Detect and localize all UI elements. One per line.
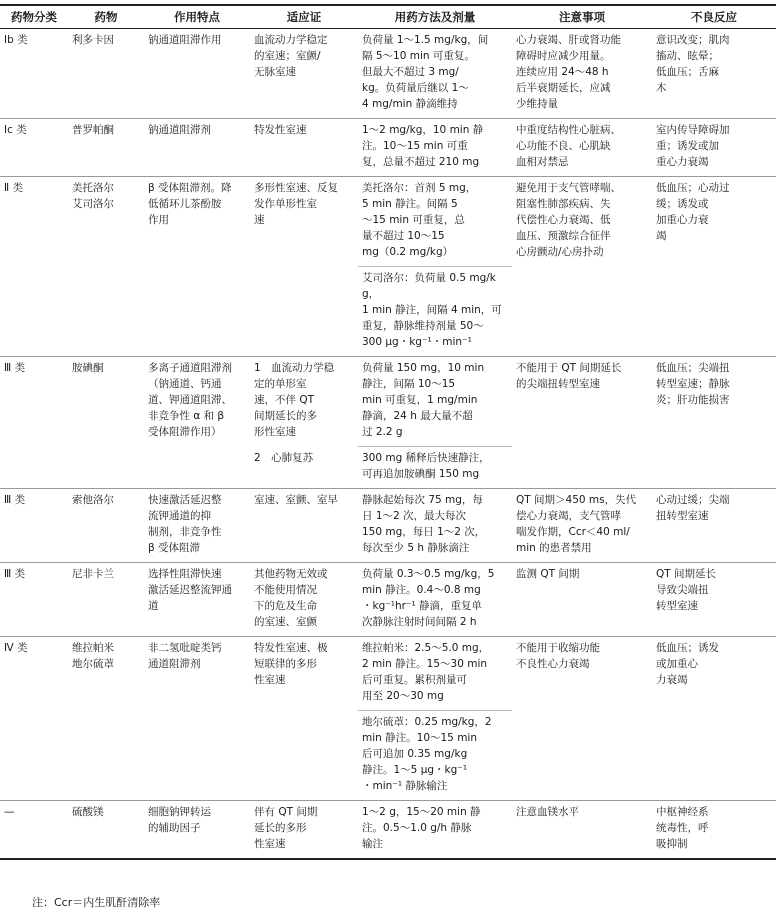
feature-cell: 细胞钠钾转运 的辅助因子: [144, 801, 250, 860]
table-row: [0, 29, 776, 119]
header-indication: 适应证: [250, 5, 358, 29]
adverse-cell: 低血压；诱发 或加重心 力衰竭: [652, 637, 776, 801]
adverse-cell: 中枢神经系 统毒性，呼 吸抑制: [652, 801, 776, 860]
table-body: [0, 29, 776, 860]
feature-cell: 多离子通道阻滞剂 （钠通道、钙通 道、钾通道阻滞、 非竞争性 α 和 β 受体阻滞作用）: [144, 357, 250, 489]
table-header: [0, 5, 776, 29]
drug-class-cell: Ⅰb 类: [0, 29, 68, 119]
indication-cell: 2 心肺复苏: [254, 451, 314, 464]
indication-cell: 特发性室速: [250, 119, 358, 177]
dosage-cell: 地尔硫䓬：0.25 mg/kg，2 min 静注。10～15 min 后可追加 0.35 mg/kg 静注。1～5 μg・kg⁻¹ ・min⁻¹ 静脉输注: [358, 711, 512, 801]
indication-cell: 血流动力学稳定 的室速；室颤/ 无脉室速: [250, 29, 358, 119]
indication-cell: 多形性室速、反复 发作单形性室 速: [250, 177, 358, 357]
drug-name-cell: 尼非卡兰: [68, 563, 144, 637]
drug-class-cell: Ⅲ 类: [0, 489, 68, 563]
caution-cell: 不能用于收缩功能 不良性心力衰竭: [512, 637, 652, 801]
caution-cell: QT 间期＞450 ms，失代 偿心力衰竭，支气管哮 喘发作期，Ccr＜40 ml/ min 的患者禁用: [512, 489, 652, 563]
header-row: [0, 5, 776, 29]
caution-cell: 监测 QT 间期: [512, 563, 652, 637]
indication-cell: 伴有 QT 间期 延长的多形 性室速: [250, 801, 358, 860]
drug-name-cell: 维拉帕米 地尔硫䓬: [68, 637, 144, 801]
feature-cell: 非二氢吡啶类钙 通道阻滞剂: [144, 637, 250, 801]
adverse-cell: 低血压；尖端扭 转型室速；静脉 炎；肝功能损害: [652, 357, 776, 489]
indication-cell: 特发性室速、极 短联律的多形 性室速: [250, 637, 358, 801]
indication-cell: 室速、室颤、室早: [250, 489, 358, 563]
feature-cell: 钠通道阻滞剂: [144, 119, 250, 177]
header-caution: 注意事项: [512, 5, 652, 29]
dosage-cell: 300 mg 稀释后快速静注， 可再追加胺碘酮 150 mg: [358, 447, 512, 489]
drug-class-cell: Ⅳ 类: [0, 637, 68, 801]
drug-name-cell: 硫酸镁: [68, 801, 144, 860]
drug-name-cell: 索他洛尔: [68, 489, 144, 563]
adverse-cell: 意识改变；肌肉 搐动、眩晕； 低血压；舌麻 木: [652, 29, 776, 119]
dosage-cell: 负荷量 0.3～0.5 mg/kg，5 min 静注。0.4～0.8 mg ・kg⁻¹hr⁻¹ 静滴，重复单 次静脉注射时间间隔 2 h: [358, 563, 512, 637]
table-row: [0, 637, 776, 711]
dosage-cell: 艾司洛尔：负荷量 0.5 mg/kg， 1 min 静注，间隔 4 min，可 重复，静脉维持剂量 50～ 300 μg・kg⁻¹・min⁻¹: [358, 267, 512, 357]
header-drug: 药物: [68, 5, 144, 29]
drug-class-cell: Ⅲ 类: [0, 563, 68, 637]
dosage-cell: 负荷量 1～1.5 mg/kg，间 隔 5～10 min 可重复。 但最大不超过 3 mg/ kg。负荷量后继以 1～ 4 mg/min 静滴维持: [358, 29, 512, 119]
dosage-cell: 美托洛尔：首剂 5 mg， 5 min 静注。间隔 5 ～15 min 可重复，总 量不超过 10～15 mg（0.2 mg/kg）: [358, 177, 512, 267]
header-dosage: 用药方法及剂量: [358, 5, 512, 29]
adverse-cell: 低血压；心动过 缓；诱发或 加重心力衰 竭: [652, 177, 776, 357]
header-adverse: 不良反应: [652, 5, 776, 29]
dosage-cell: 1～2 g，15～20 min 静 注。0.5～1.0 g/h 静脉 输注: [358, 801, 512, 860]
drug-class-cell: Ⅲ 类: [0, 357, 68, 489]
drug-name-cell: 利多卡因: [68, 29, 144, 119]
feature-cell: 钠通道阻滞作用: [144, 29, 250, 119]
adverse-cell: 心动过缓；尖端 扭转型室速: [652, 489, 776, 563]
caution-cell: 中重度结构性心脏病、 心功能不良、心肌缺 血相对禁忌: [512, 119, 652, 177]
indication-cell: 1 血流动力学稳 定的单形室 速，不伴 QT 间期延长的多 形性室速: [250, 357, 358, 447]
table-row: [0, 357, 776, 447]
dosage-cell: 1～2 mg/kg，10 min 静 注。10～15 min 可重 复，总量不超过 210 mg: [358, 119, 512, 177]
feature-cell: β 受体阻滞剂。降 低循环儿茶酚胺 作用: [144, 177, 250, 357]
caution-cell: 避免用于支气管哮喘、 阻塞性肺部疾病、失 代偿性心力衰竭、低 血压、预激综合征伴 心房颤动/心房扑动: [512, 177, 652, 357]
table-row: [0, 177, 776, 267]
caution-cell: 心力衰竭、肝或肾功能 障碍时应减少用量。 连续应用 24～48 h 后半衰期延长，应减 少维持量: [512, 29, 652, 119]
table-row: [0, 119, 776, 177]
drug-class-cell: —: [0, 801, 68, 860]
header-feature: 作用特点: [144, 5, 250, 29]
adverse-cell: QT 间期延长 导致尖端扭 转型室速: [652, 563, 776, 637]
indication-cell: 其他药物无效或 不能使用情况 下的危及生命 的室速、室颤: [250, 563, 358, 637]
feature-cell: 快速激活延迟整 流钾通道的抑 制剂，非竞争性 β 受体阻滞: [144, 489, 250, 563]
header-drug-class: 药物分类: [0, 5, 68, 29]
dosage-cell: 维拉帕米：2.5～5.0 mg， 2 min 静注。15～30 min 后可重复。累积剂量可 用至 20～30 mg: [358, 637, 512, 711]
drug-name-cell: 普罗帕酮: [68, 119, 144, 177]
drug-class-cell: Ⅰc 类: [0, 119, 68, 177]
caution-cell: 注意血镁水平: [512, 801, 652, 860]
antiarrhythmic-drug-table: [0, 4, 776, 860]
drug-class-cell: Ⅱ 类: [0, 177, 68, 357]
caution-cell: 不能用于 QT 间期延长 的尖端扭转型室速: [512, 357, 652, 489]
drug-name-cell: 美托洛尔 艾司洛尔: [68, 177, 144, 357]
dosage-cell: 静脉起始每次 75 mg，每 日 1～2 次，最大每次 150 mg，每日 1～2 次， 每次至少 5 h 静脉滴注: [358, 489, 512, 563]
table-row: [0, 801, 776, 860]
drug-name-cell: 胺碘酮: [68, 357, 144, 489]
table-row: [0, 563, 776, 637]
table-footnote: 注：Ccr＝内生肌酐清除率: [32, 896, 161, 909]
dosage-cell: 负荷量 150 mg，10 min 静注，间隔 10～15 min 可重复，1 mg/min 静滴，24 h 最大量不超 过 2.2 g: [358, 357, 512, 447]
table-row: [0, 489, 776, 563]
feature-cell: 选择性阻滞快速 激活延迟整流钾通 道: [144, 563, 250, 637]
adverse-cell: 室内传导障碍加 重；诱发或加 重心力衰竭: [652, 119, 776, 177]
